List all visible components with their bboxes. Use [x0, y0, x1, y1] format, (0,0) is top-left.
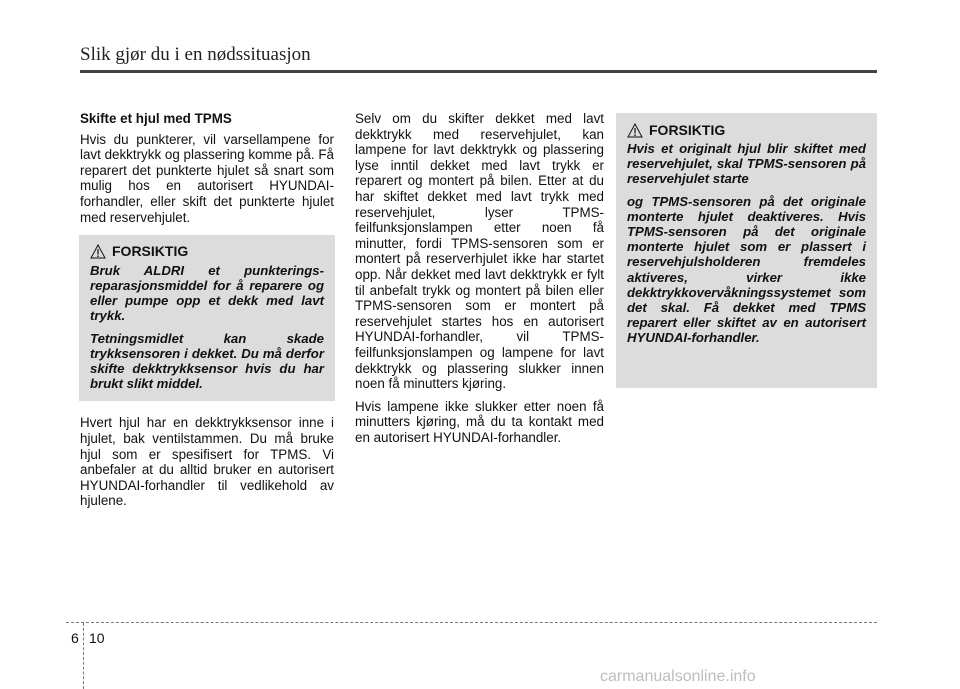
page-header-title: Slik gjør du i en nødssituasjon	[80, 44, 311, 65]
warning-triangle-icon	[627, 123, 643, 138]
warning-triangle-icon	[90, 244, 106, 259]
chapter-number: 6	[71, 630, 79, 646]
paragraph: Hvert hjul har en dekktrykksensor inne i hjulet, bak ventilstammen. Du må bruke hjul som er spesifisert for TPMS. Vi anbefaler at du alltid bruker en autorisert HYUNDAI-forhandler til vedlikehold av hjulene.	[80, 415, 334, 509]
caution-title	[627, 122, 866, 138]
paragraph: Hvis du punkterer, vil varsellampene for lavt dekktrykk og plassering komme på. Få reparert det punkterte hjulet så snart som mulig hos en autorisert HYUNDAI-forhandler, eller skift det punkterte hjulet med reservehjulet.	[80, 131, 334, 225]
caution-text: Bruk ALDRI et punkterings-reparasjonsmiddel for å reparere og eller pumpe opp et dekk med lavt trykk.	[90, 262, 324, 324]
caution-title	[90, 244, 324, 260]
section-heading: Skifte et hjul med TPMS	[80, 111, 232, 126]
footer-divider	[83, 623, 84, 689]
caution-box	[79, 235, 335, 401]
column-middle	[355, 111, 604, 452]
header-rule	[80, 70, 877, 73]
watermark: carmanualsonline.info	[600, 668, 756, 685]
paragraph: Selv om du skifter dekket med lavt dekktrykk med reservehjulet, kan lampene for lavt dekktrykk og plassering lyse inntil dekket med lavt trykk er reparert og montert på bilen. Etter at du har skiftet dekket med lavt trykk med reservehjulet, lyser TPMS-feilfunksjonslampen etter noen få minutter, fordi TPMS-sensoren som er montert på reserverhjulet ikke har startet opp. Når dekket med lavt dekktrykk er fylt til anbefalt trykk og montert på bilen eller TPMS-sensoren som er montert på reservehjulet startes hos en autorisert HYUNDAI-forhandler, vil TPMS-feilfunksjonslampen og lampene for lavt dekktrykk og plassering slukker innen noen få minutters kjøring.	[355, 111, 604, 392]
caution-text: Hvis et originalt hjul blir skiftet med reservehjulet, skal TPMS-sensoren på reservehjulet starte	[627, 141, 866, 187]
column-left	[80, 111, 334, 516]
caution-box-right	[616, 113, 877, 388]
page-number: 10	[89, 630, 105, 646]
paragraph: Hvis lampene ikke slukker etter noen få minutters kjøring, må du ta kontakt med en autorisert HYUNDAI-forhandler.	[355, 398, 604, 445]
caution-text: Tetningsmidlet kan skade trykksensoren i dekket. Du må derfor skifte dekktrykksensor hvis du har brukt slikt middel.	[90, 330, 324, 392]
footer-rule	[66, 622, 877, 623]
caution-title-text: FORSIKTIG	[112, 243, 189, 260]
caution-title-text: FORSIKTIG	[649, 122, 726, 138]
caution-text: og TPMS-sensoren på det originale monterte hjulet deaktiveres. Hvis TPMS-sensoren på det originale monterte hjulet som er plassert i reservehjulsholderen fremdeles aktiveres, virker ikke dekktrykkovervåkningssystemet som det skal. Få dekket med TPMS reparert eller skiftet av en autorisert HYUNDAI-forhandler.	[627, 193, 866, 346]
